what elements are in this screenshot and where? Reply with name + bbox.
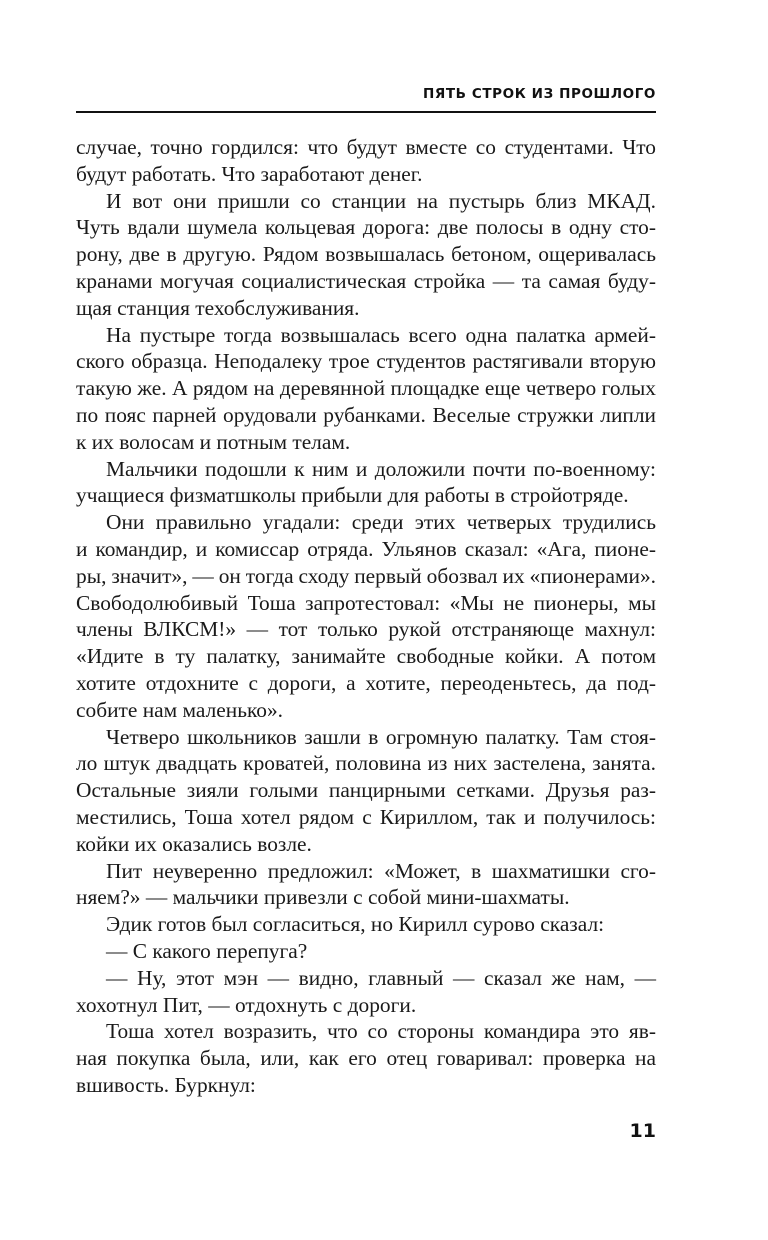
text-line: к их волосам и потным телам. (76, 429, 351, 454)
text-line: щая станция техобслуживания. (76, 295, 360, 320)
text-line: кранами могучая социалистическая стройка — та самая буду- (76, 268, 656, 293)
text-line: случае, точно гордился: что будут вместе со студентами. Что (76, 135, 656, 159)
text-line: будут работать. Что заработают денег. (76, 161, 423, 186)
text-line: — Ну, этот мэн — видно, главный — сказал же нам, — (106, 965, 656, 990)
text-line: койки их оказались возле. (76, 831, 312, 856)
text-line: На пустыре тогда возвышалась всего одна палатка армей- (106, 322, 656, 347)
text-line: рону, две в другую. Рядом возвышалась бетоном, ощеривалась (76, 242, 656, 267)
text-line: хотите отдохните с дороги, а хотите, переоденьтесь, да под- (76, 670, 656, 695)
text-line: Они правильно угадали: среди этих четверых трудились (106, 510, 656, 535)
text-line: учащиеся физматшколы прибыли для работы в стройотряде. (76, 483, 629, 508)
text-line: вшивость. Буркнул: (76, 1072, 256, 1097)
text-line: — С какого перепуга? (106, 938, 308, 963)
text-line: Пит неуверенно предложил: «Может, в шахматишки сго- (106, 858, 656, 883)
text-line: няем?» — мальчики привезли с собой мини-шахматы. (76, 885, 570, 910)
text-line: Тоша хотел возразить, что со стороны командира это яв- (106, 1019, 656, 1044)
text-line: Четверо школьников зашли в огромную палатку. Там стоя- (106, 724, 656, 749)
text-line: Свободолюбивый Тоша запротестовал: «Мы не пионеры, мы (76, 590, 656, 615)
text-line: и командир, и комиссар отряда. Ульянов сказал: «Ага, пионе- (76, 536, 656, 561)
text-line: ского образца. Неподалеку трое студентов растягивали вторую (76, 349, 656, 374)
text-line: Чуть вдали шумела кольцевая дорога: две полосы в одну сто- (76, 215, 656, 240)
page-number: 11 (629, 1120, 656, 1142)
text-line: ная покупка была, или, как его отец говаривал: проверка на (76, 1046, 656, 1071)
text-line: по пояс парней орудовали рубанками. Веселые стружки липли (76, 402, 656, 427)
text-line: местились, Тоша хотел рядом с Кириллом, так и получилось: (76, 804, 656, 829)
text-line: Остальные зияли голыми панцирными сетками. Друзья раз- (76, 778, 656, 803)
text-line: Эдик готов был согласиться, но Кирилл сурово сказал: (106, 912, 605, 937)
text-line: ло штук двадцать кроватей, половина из них застелена, занята. (76, 751, 656, 776)
header-rule (76, 111, 656, 113)
text-line: такую же. А рядом на деревянной площадке еще четверо голых (76, 376, 656, 401)
running-head: ПЯТЬ СТРОК ИЗ ПРОШЛОГО (422, 86, 656, 102)
text-line: члены ВЛКСМ!» — тот только рукой отстраняюще махнул: (76, 617, 656, 642)
text-line: Мальчики подошли к ним и доложили почти по-военному: (106, 456, 656, 481)
text-line: «Идите в ту палатку, занимайте свободные койки. А потом (76, 644, 656, 669)
text-line: ры, значит», — он тогда сходу первый обозвал их «пионерами». (76, 563, 656, 588)
text-line: И вот они пришли со станции на пустырь близ МКАД. (106, 188, 656, 213)
body-text (76, 134, 656, 1099)
text-line: собите нам маленько». (76, 697, 284, 722)
text-line: хохотнул Пит, — отдохнуть с дороги. (76, 992, 417, 1017)
